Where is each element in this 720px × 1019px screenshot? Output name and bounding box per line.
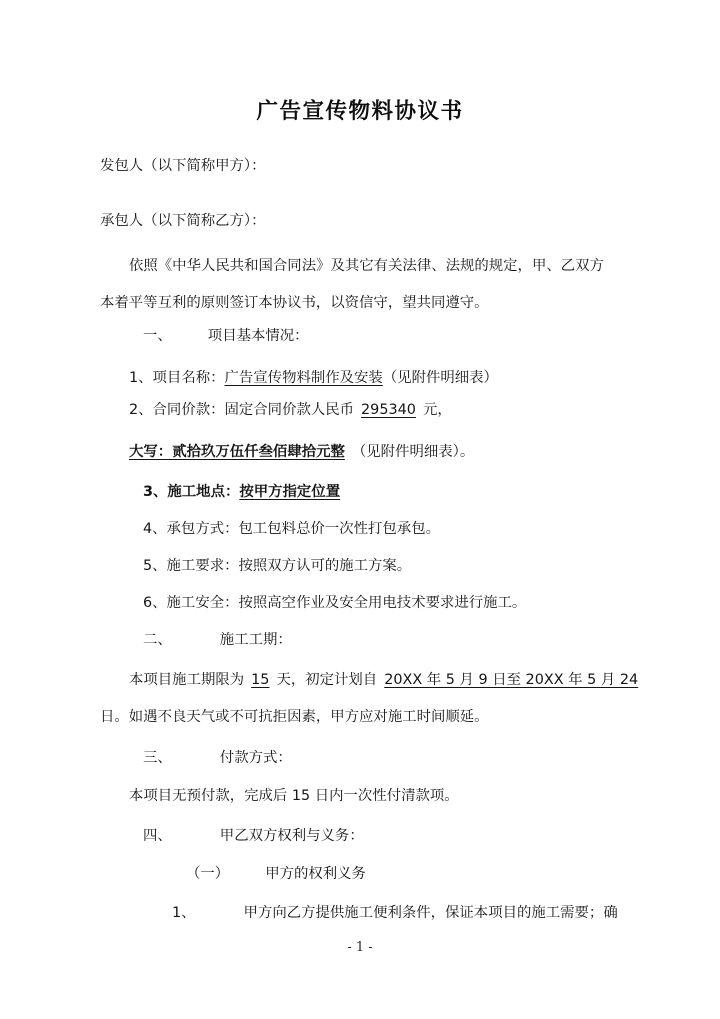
construction-period-mid: 天，初定计划自 xyxy=(276,672,378,688)
subsection-number-4-1: （一） xyxy=(186,866,230,882)
page-title: 广告宣传物料协议书 xyxy=(256,99,464,124)
section-heading-1 xyxy=(100,326,663,346)
construction-period-days: 15 xyxy=(251,672,270,688)
section-title-4: 甲乙双方权利与义务： xyxy=(219,828,364,844)
uppercase-suffix: （见附件明细表）。 xyxy=(351,444,475,460)
page-number-footer: - 1 - xyxy=(347,940,373,955)
item-contract-price xyxy=(100,400,649,420)
item-construction-site-label: 3、施工地点： xyxy=(143,484,240,500)
item-contract-mode-label: 4、承包方式： xyxy=(143,521,239,537)
item-project-name xyxy=(100,368,649,388)
construction-period-line-2: 日。如遇不良天气或不可抗拒因素，甲方应对施工时间顺延。 xyxy=(100,709,489,725)
section-title-2: 施工工期： xyxy=(219,632,292,648)
section-heading-3 xyxy=(100,748,663,768)
subsection-title-4-1: 甲方的权利义务 xyxy=(265,866,366,882)
item-construction-requirements xyxy=(100,556,663,576)
item-contract-mode xyxy=(100,519,663,539)
item-project-name-suffix: （见附件明细表） xyxy=(382,370,498,386)
item-contract-price-amount: 295340 xyxy=(361,402,416,418)
section-number-3: 三、 xyxy=(143,750,172,766)
subsection-heading-4-1 xyxy=(100,864,706,884)
construction-period-dates: 20XX 年 5 月 9 日至 20XX 年 5 月 24 xyxy=(384,672,639,688)
item-contract-price-label: 2、合同价款：固定合同价款人民币 xyxy=(129,402,355,418)
contractor-party-line: 承包人（以下简称乙方）： xyxy=(100,213,266,229)
item-construction-safety-label: 6、施工安全： xyxy=(143,595,239,611)
section-number-4: 四、 xyxy=(143,828,172,844)
item-project-name-value: 广告宣传物料制作及安装 xyxy=(224,370,383,386)
item-project-name-label: 1、项目名称： xyxy=(129,370,225,386)
item-contract-price-unit: 元， xyxy=(422,402,452,418)
client-party-line: 发包人（以下简称甲方）： xyxy=(100,158,266,174)
section-heading-4 xyxy=(100,826,663,846)
section-title-1: 项目基本情况： xyxy=(207,328,309,344)
construction-period-prefix: 本项目施工期限为 xyxy=(129,672,245,688)
item-construction-requirements-value: 按照双方认可的施工方案。 xyxy=(238,558,412,574)
subsection-item-number: 1、 xyxy=(172,905,196,921)
section-number-2: 二、 xyxy=(143,632,172,648)
subsection-item-text: 甲方向乙方提供施工便利条件，保证本项目的施工需要；确 xyxy=(243,905,618,921)
section-title-3: 付款方式： xyxy=(219,750,292,766)
uppercase-label: 大写： xyxy=(129,444,173,460)
construction-period-line-1 xyxy=(100,670,649,690)
section-heading-2 xyxy=(100,630,663,650)
section-number-1: 一、 xyxy=(143,328,172,344)
uppercase-value: 贰拾玖万伍仟叁佰肆拾元整 xyxy=(172,444,345,460)
payment-terms-body: 本项目无预付款，完成后 15 日内一次性付清款项。 xyxy=(129,788,459,804)
item-construction-safety-value: 按照高空作业及安全用电技术要求进行施工。 xyxy=(238,595,527,611)
subsection-item-4-1-1 xyxy=(100,903,692,923)
preamble-paragraph: 依照《中华人民共和国合同法》及其它有关法律、法规的规定，甲、乙双方本着平等互利的原则签订本协议书，以资信守，望共同遵守。 xyxy=(100,258,604,311)
item-contract-mode-value: 包工包料总价一次性打包承包。 xyxy=(238,521,440,537)
item-construction-safety xyxy=(100,593,663,613)
item-construction-site-value: 按甲方指定位置 xyxy=(239,484,341,500)
item-construction-site xyxy=(100,482,663,502)
item-construction-requirements-label: 5、施工要求： xyxy=(143,558,239,574)
item-contract-price-uppercase xyxy=(100,442,649,462)
